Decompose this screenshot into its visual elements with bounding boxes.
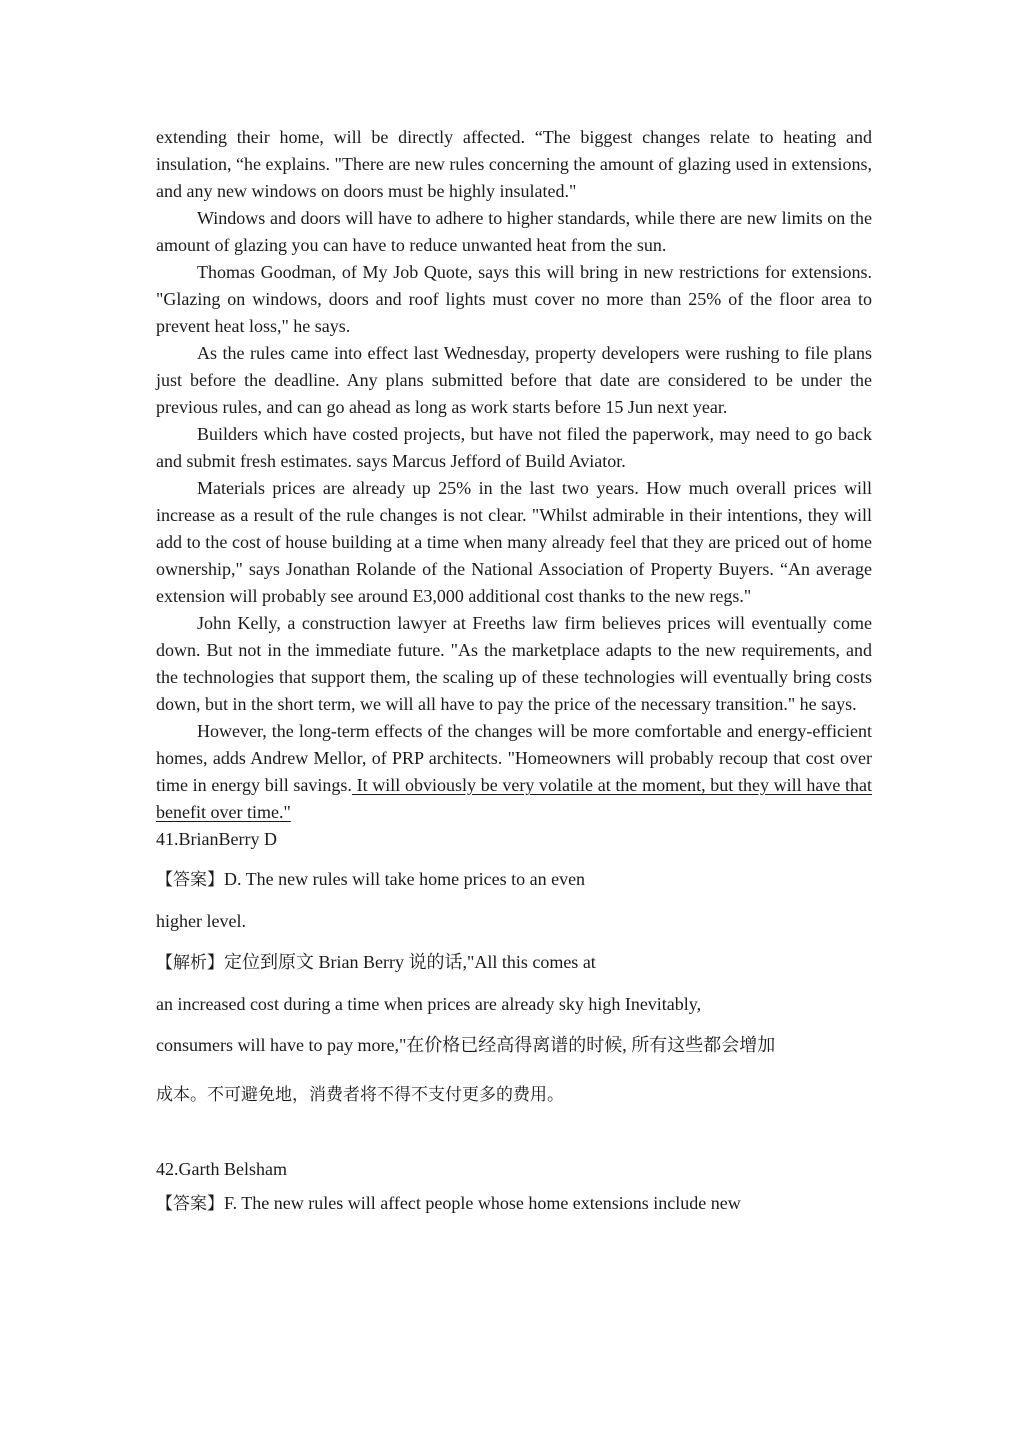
q41-analysis-text-1: 定位到原文 Brian Berry 说的话,"All this comes at [224,952,596,972]
underlined-quote: It will obviously be very volatile at the moment, but they will have that benefit over time." [156,775,872,822]
q41-analysis-line-4: 成本。不可避免地，消费者将不得不支付更多的费用。 [156,1085,564,1105]
article-paragraph-4: As the rules came into effect last Wednesday, property developers were rushing to file plans just before the deadline. Any plans submitted before that date are considered to be under the previous rules, and can go ahead as long as work starts before 15 Jun next year. [156,343,872,417]
question-42-heading: 42.Garth Belsham [156,1159,287,1179]
paragraph-8-text: However, the long-term effects of the changes will be more comfortable and energy-efficient homes, adds Andrew Mellor, of PRP architects. "Homeowners will probably recoup that cost over time in energy bill savings. [156,721,872,795]
question-41-heading: 41.BrianBerry D [156,829,277,849]
article-paragraph-3: Thomas Goodman, of My Job Quote, says this will bring in new restrictions for extensions. "Glazing on windows, doors and roof lights must cover no more than 25% of the floor area to prevent heat loss," he says. [156,262,872,336]
q41-analysis-line-2: an increased cost during a time when prices are already sky high Inevitably, [156,994,702,1014]
article-paragraph-6: Materials prices are already up 25% in the last two years. How much overall prices will increase as a result of the rule changes is not clear. "Whilst admirable in their intentions, they will add to the cost of house building at a time when many already feel that they are priced out of home ownership," says Jonathan Rolande of the National Association of Property Buyers. “An average extension will probably see around E3,000 additional cost thanks to the new regs." [156,478,872,606]
q41-answer-text-1: D. The new rules will take home prices to an even [224,869,586,889]
article-paragraph-2: Windows and doors will have to adhere to higher standards, while there are new limits on the amount of glazing you can have to reduce unwanted heat from the sun. [156,208,872,255]
document-page [156,124,872,1225]
q41-analysis-line-1 [156,942,872,984]
q41-answer-line-2: higher level. [156,911,246,931]
q42-answer-line-1 [156,1183,872,1225]
q41-answer-line-1 [156,859,872,900]
q42-answer-text-1: F. The new rules will affect people whose home extensions include new [224,1193,741,1213]
answer-label: 【答案】 [156,870,224,890]
q41-analysis-line-3: consumers will have to pay more,"在价格已经高得离谱的时候, 所有这些都会增加 [156,1035,776,1055]
article-paragraph-8 [156,718,872,826]
article-paragraph-7: John Kelly, a construction lawyer at Freeths law firm believes prices will eventually come down. But not in the immediate future. "As the marketplace adapts to the new requirements, and the technologies that support them, the scaling up of these technologies will eventually bring costs down, but in the short term, we will all have to pay the price of the necessary transition." he says. [156,613,872,714]
analysis-label: 【解析】 [156,953,224,973]
article-paragraph-5: Builders which have costed projects, but have not filed the paperwork, may need to go back and submit fresh estimates. says Marcus Jefford of Build Aviator. [156,424,872,471]
answer-label: 【答案】 [156,1194,224,1214]
article-paragraph-1: extending their home, will be directly affected. “The biggest changes relate to heating and insulation, “he explains. "There are new rules concerning the amount of glazing used in extensions, and any new windows on doors must be highly insulated." [156,127,872,201]
